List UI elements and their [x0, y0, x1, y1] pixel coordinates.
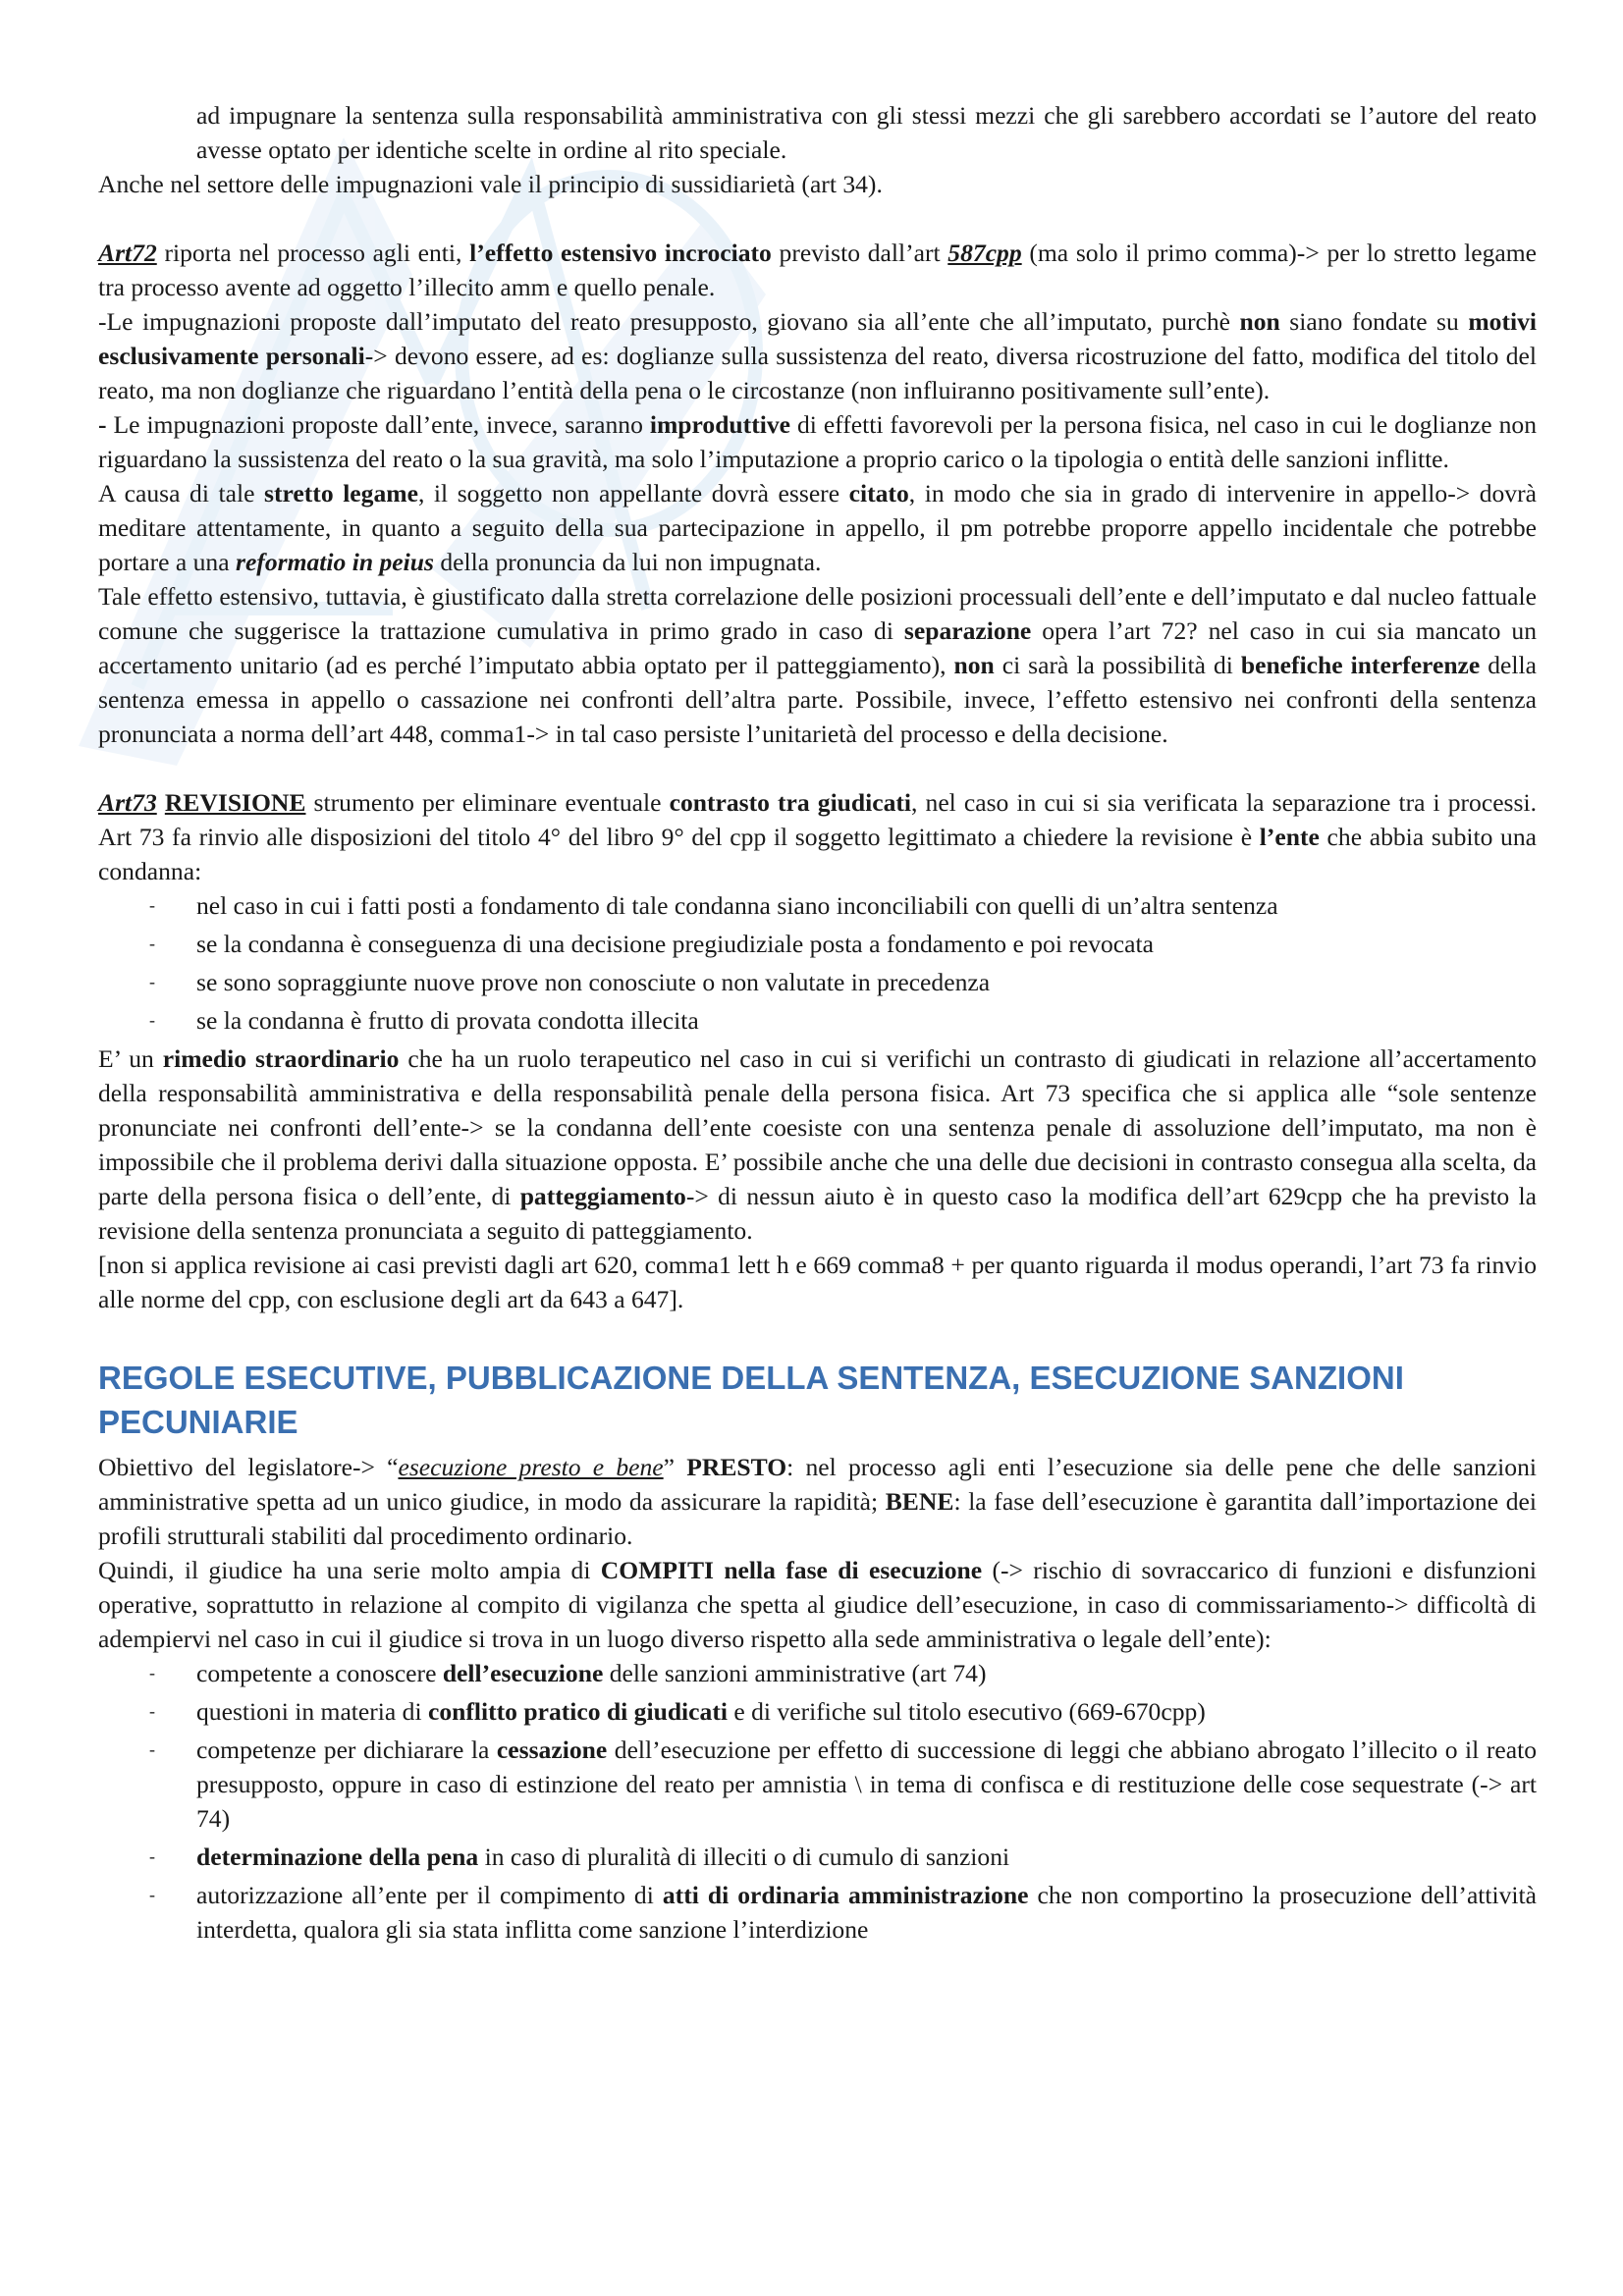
paragraph-esclusioni: [non si applica revisione ai casi previsti dagli art 620, comma1 lett h e 669 comma8 + per quanto riguarda il modus operandi, l’art 73 fa rinvio alle norme del cpp, con esclusione degli art da 643 a 647]. — [98, 1251, 1537, 1313]
paragraph-rimedio-straordinario: E’ un rimedio straordinario che ha un ruolo terapeutico nel caso in cui si verifichi un contrasto di giudicati in relazione all’accertamento della responsabilità amministrativa e della responsabilità penale della persona fisica. Art 73 specifica che si applica alle “sole sentenze pronunciate nei confronti dell’ente-> se la condanna dell’ente coesiste con una sentenza penale di assoluzione dell’imputato, ma non è impossibile che il problema derivi dalla situazione opposta. E’ possibile anche che una delle due decisioni in contrasto consegua alla scelta, da parte della persona fisica o dell’ente, di patteggiamento-> di nessun aiuto è in questo caso la modifica dell’art 629cpp che ha previsto la revisione della sentenza pronunciata a seguito di patteggiamento. — [98, 1044, 1537, 1245]
revisione-cases-list — [98, 888, 1537, 1038]
art73-ref: Art73 — [98, 788, 157, 817]
list-item: - competenze per dichiarare la cessazione dell’esecuzione per effetto di successione di leggi che abbiano abrogato l’illecito o il reato presupposto, oppure in caso di estinzione del reato per amnistia \ in tema di confisca e di restituzione delle cose sequestrate (-> art 74) — [98, 1733, 1537, 1836]
paragraph-stretto-legame: A causa di tale stretto legame, il soggetto non appellante dovrà essere citato, in modo che sia in grado di intervenire in appello-> dovrà meditare attentamente, in quanto a seguito della sua partecipazione in appello, il pm potrebbe proporre appello incidentale che potrebbe portare a una reformatio in peius della pronuncia da lui non impugnata. — [98, 479, 1537, 576]
list-item: - competente a conoscere dell’esecuzione delle sanzioni amministrative (art 74) — [98, 1656, 1537, 1690]
paragraph-impugnazioni-ente: - Le impugnazioni proposte dall’ente, invece, saranno improduttive di effetti favorevoli per la persona fisica, nel caso in cui le doglianze non riguardano la sussistenza del reato o la sua gravità, ma solo l’imputazione a proprio carico o la tipologia o entità delle sanzioni inflitte. — [98, 410, 1537, 473]
paragraph-art73: Art73 REVISIONE strumento per eliminare eventuale contrasto tra giudicati, nel caso in cui si sia verificata la separazione tra i processi. Art 73 fa rinvio alle disposizioni del titolo 4° del libro 9° del cpp il soggetto legittimato a chiedere la revisione è l’ente che abbia subito una condanna: — [98, 788, 1538, 885]
list-item: - se sono sopraggiunte nuove prove non conosciute o non valutate in precedenza — [98, 965, 1537, 999]
list-item: - autorizzazione all’ente per il compimento di atti di ordinaria amministrazione che non comportino la prosecuzione dell’attività interdetta, qualora gli sia stata inflitta come sanzione l’interdizione — [98, 1878, 1537, 1947]
paragraph-sussidiarieta: Anche nel settore delle impugnazioni vale il principio di sussidiarietà (art 34). — [98, 170, 883, 198]
paragraph-compiti: Quindi, il giudice ha una serie molto ampia di COMPITI nella fase di esecuzione (-> rischio di sovraccarico di funzioni e disfunzioni operative, soprattutto in relazione al compito di vigilanza che spetta al giudice dell’esecuzione, in caso di commissariamento-> difficoltà di adempiervi nel caso in cui il giudice si trova in un luogo diverso rispetto alla sede amministrativa o legale dell’ente): — [98, 1556, 1537, 1653]
list-item: - se la condanna è conseguenza di una decisione pregiudiziale posta a fondamento e poi revocata — [98, 927, 1537, 961]
list-item: - determinazione della pena in caso di pluralità di illeciti o di cumulo di sanzioni — [98, 1840, 1537, 1874]
art72-ref: Art72 — [98, 239, 157, 267]
list-item: - nel caso in cui i fatti posti a fondamento di tale condanna siano inconciliabili con quelli di un’altra sentenza — [98, 888, 1537, 923]
paragraph-intro: ad impugnare la sentenza sulla responsabilità amministrativa con gli stessi mezzi che gli sarebbero accordati se l’autore del reato avesse optato per identiche scelte in ordine al rito speciale. — [196, 101, 1537, 164]
paragraph-art72: Art72 riporta nel processo agli enti, l’effetto estensivo incrociato previsto dall’art 587cpp (ma solo il primo comma)-> per lo stretto legame tra processo avente ad oggetto l’illecito amm e quello penale. — [98, 239, 1537, 301]
section-heading: REGOLE ESECUTIVE, PUBBLICAZIONE DELLA SENTENZA, ESECUZIONE SANZIONI PECUNIARIE — [98, 1360, 1404, 1440]
paragraph-effetto-estensivo: Tale effetto estensivo, tuttavia, è giustificato dalla stretta correlazione delle posizioni processuali dell’ente e dell’imputato e dal nucleo fattuale comune che suggerisce la trattazione cumulativa in primo grado in caso di separazione opera l’art 72? nel caso in cui sia mancato un accertamento unitario (ad es perché l’imputato abbia optato per il patteggiamento), non ci sarà la possibilità di benefiche interferenze della sentenza emessa in appello o cassazione nei confronti dell’altra parte. Possibile, invece, l’effetto estensivo nei confronti della sentenza pronunciata a norma dell’art 448, comma1-> in tal caso persiste l’unitarietà del processo e della decisione. — [98, 582, 1537, 748]
compiti-list — [98, 1656, 1537, 1947]
document-body — [98, 98, 1537, 1950]
cpp587-ref: 587cpp — [947, 239, 1022, 267]
paragraph-obiettivo: Obiettivo del legislatore-> “esecuzione presto e bene” PRESTO: nel processo agli enti l’esecuzione sia delle pene che delle sanzioni amministrative spetta ad un unico giudice, in modo da assicurare la rapidità; BENE: la fase dell’esecuzione è garantita dall’importazione dei profili strutturali stabiliti dal procedimento ordinario. — [98, 1453, 1537, 1550]
paragraph-impugnazioni-imputato: -Le impugnazioni proposte dall’imputato del reato presupposto, giovano sia all’ente che all’imputato, purchè non siano fondate su motivi esclusivamente personali-> devono essere, ad es: doglianze sulla sussistenza del reato, diversa ricostruzione del fatto, modifica del titolo del reato, ma non doglianze che riguardano l’entità della pena o le circostanze (non influiranno positivamente sull’ente). — [98, 307, 1537, 404]
list-item: - questioni in materia di conflitto pratico di giudicati e di verifiche sul titolo esecutivo (669-670cpp) — [98, 1694, 1537, 1729]
list-item: - se la condanna è frutto di provata condotta illecita — [98, 1003, 1537, 1038]
